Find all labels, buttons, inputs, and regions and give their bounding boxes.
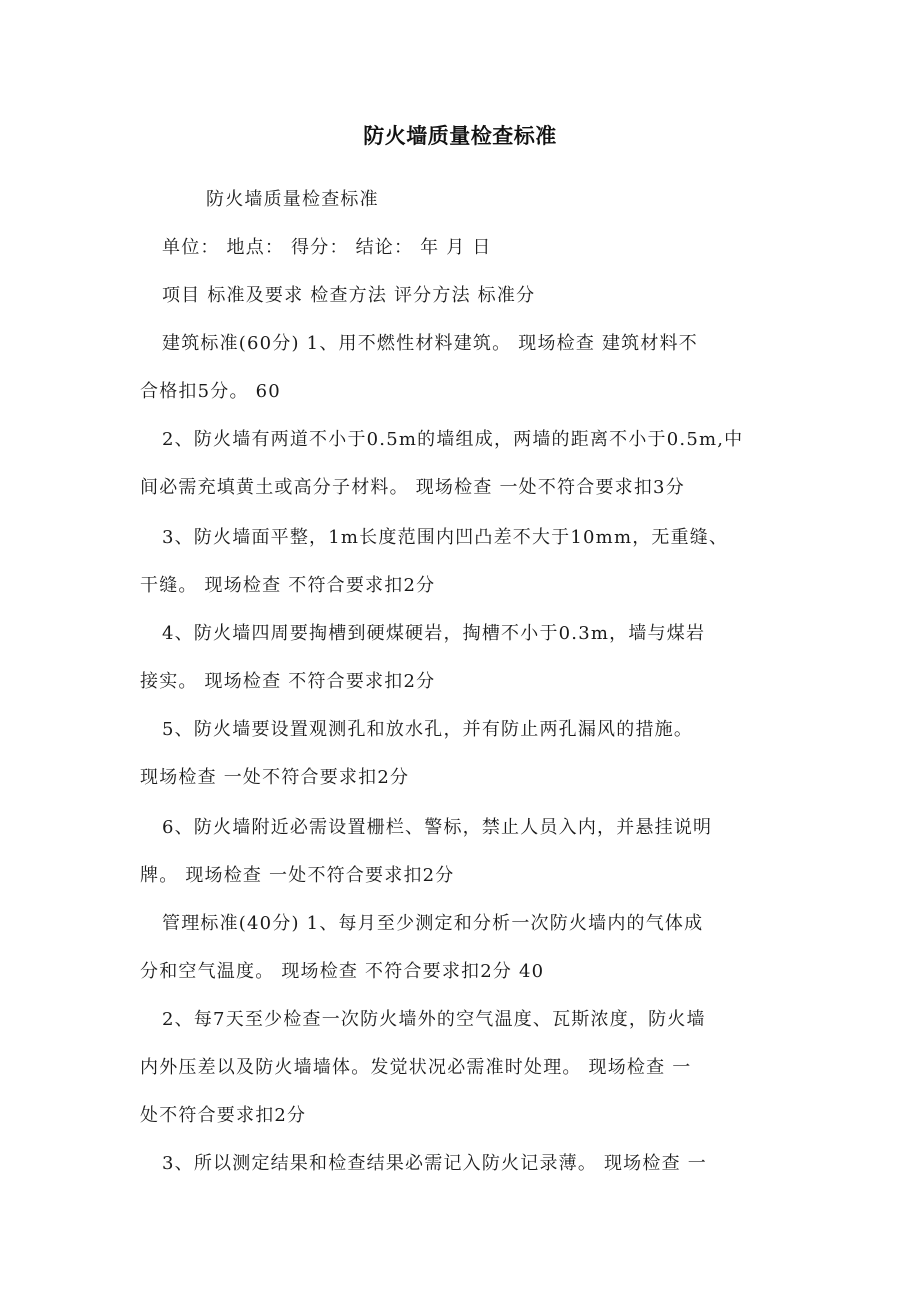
paragraph-line: 合格扣5分。 60 xyxy=(140,381,281,402)
paragraph-line: 内外压差以及防火墙墙体。发觉状况必需准时处理。 现场检查 一 xyxy=(140,1057,692,1078)
paragraph-line: 3、防火墙面平整，1m长度范围内凹凸差不大于10mm，无重缝、 xyxy=(162,527,729,548)
paragraph-line: 建筑标准(60分) 1、用不燃性材料建筑。 现场检查 建筑材料不 xyxy=(162,333,698,354)
paragraph-line: 6、防火墙附近必需设置栅栏、警标，禁止人员入内，并悬挂说明 xyxy=(162,817,713,838)
paragraph-line: 3、所以测定结果和检查结果必需记入防火记录薄。 现场检查 一 xyxy=(162,1153,707,1174)
paragraph-line: 接实。 现场检查 不符合要求扣2分 xyxy=(140,671,436,692)
paragraph-line: 牌。 现场检查 一处不符合要求扣2分 xyxy=(140,865,455,886)
document-title: 防火墙质量检查标准 xyxy=(363,124,557,148)
paragraph-line: 4、防火墙四周要掏槽到硬煤硬岩，掏槽不小于0.3m，墙与煤岩 xyxy=(162,623,706,644)
paragraph-line: 分和空气温度。 现场检查 不符合要求扣2分 40 xyxy=(140,961,545,982)
paragraph-line: 管理标准(40分) 1、每月至少测定和分析一次防火墙内的气体成 xyxy=(162,913,704,934)
paragraph-line: 间必需充填黄土或高分子材料。 现场检查 一处不符合要求扣3分 xyxy=(140,477,685,498)
subtitle: 防火墙质量检查标准 xyxy=(206,189,379,210)
paragraph-line: 处不符合要求扣2分 xyxy=(140,1105,307,1126)
header-fields: 单位： 地点： 得分： 结论： 年 月 日 xyxy=(162,237,492,258)
paragraph-line: 2、每7天至少检查一次防火墙外的空气温度、瓦斯浓度，防火墙 xyxy=(162,1009,706,1030)
paragraph-line: 2、防火墙有两道不小于0.5m的墙组成，两墙的距离不小于0.5m,中 xyxy=(162,429,744,450)
paragraph-line: 干缝。 现场检查 不符合要求扣2分 xyxy=(140,575,436,596)
paragraph-line: 现场检查 一处不符合要求扣2分 xyxy=(140,767,410,788)
paragraph-line: 5、防火墙要设置观测孔和放水孔，并有防止两孔漏风的措施。 xyxy=(162,719,694,740)
column-headers: 项目 标准及要求 检查方法 评分方法 标准分 xyxy=(162,285,536,306)
